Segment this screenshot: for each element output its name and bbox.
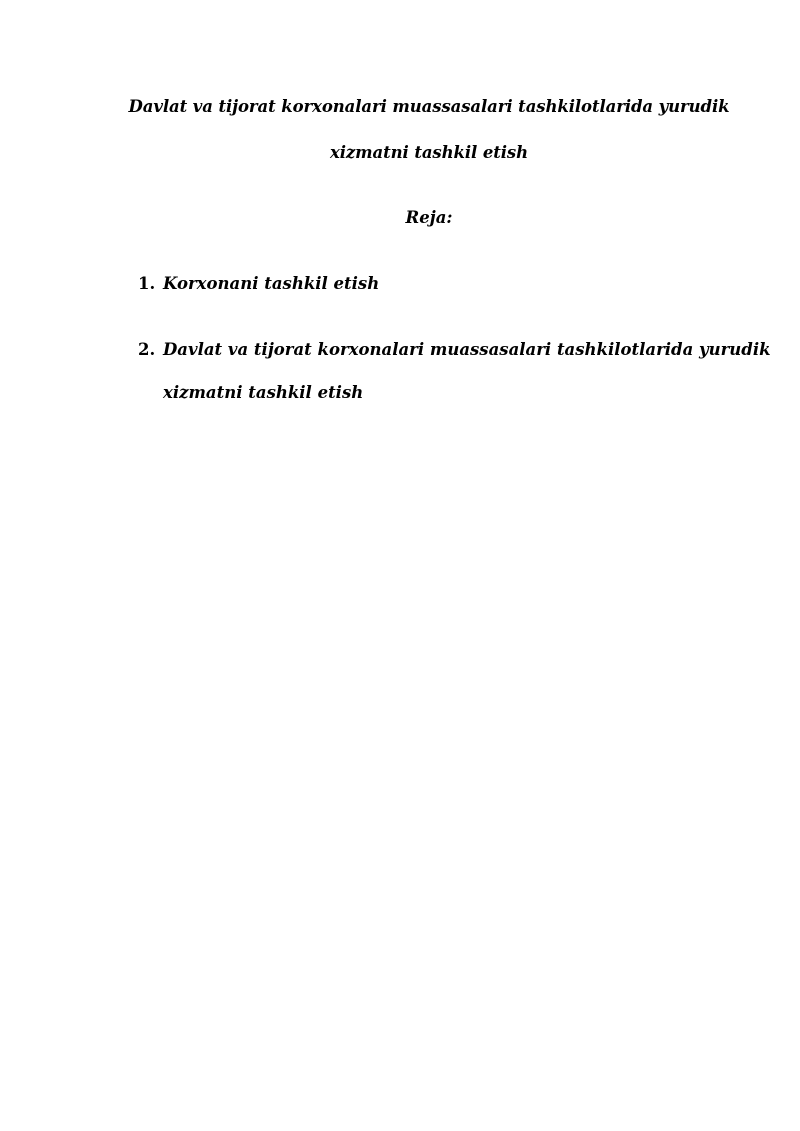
list-item-text: Korxonani tashkil etish — [163, 274, 380, 293]
document-title-line-1: Davlat va tijorat korxonalari muassasalari tashkilotlarida yurudik — [128, 97, 730, 116]
list-item-number: 1. — [138, 274, 156, 293]
list-item-text-line-1: Davlat va tijorat korxonalari muassasalari tashkilotlarida yurudik — [163, 340, 771, 359]
plan-list-item — [138, 340, 771, 359]
document-title-line-2: xizmatni tashkil etish — [329, 143, 529, 162]
list-item-text-line-2: xizmatni tashkil etish — [163, 383, 364, 402]
plan-heading: Reja: — [405, 208, 453, 227]
list-item-number: 2. — [138, 340, 156, 359]
plan-list-item — [138, 274, 379, 293]
